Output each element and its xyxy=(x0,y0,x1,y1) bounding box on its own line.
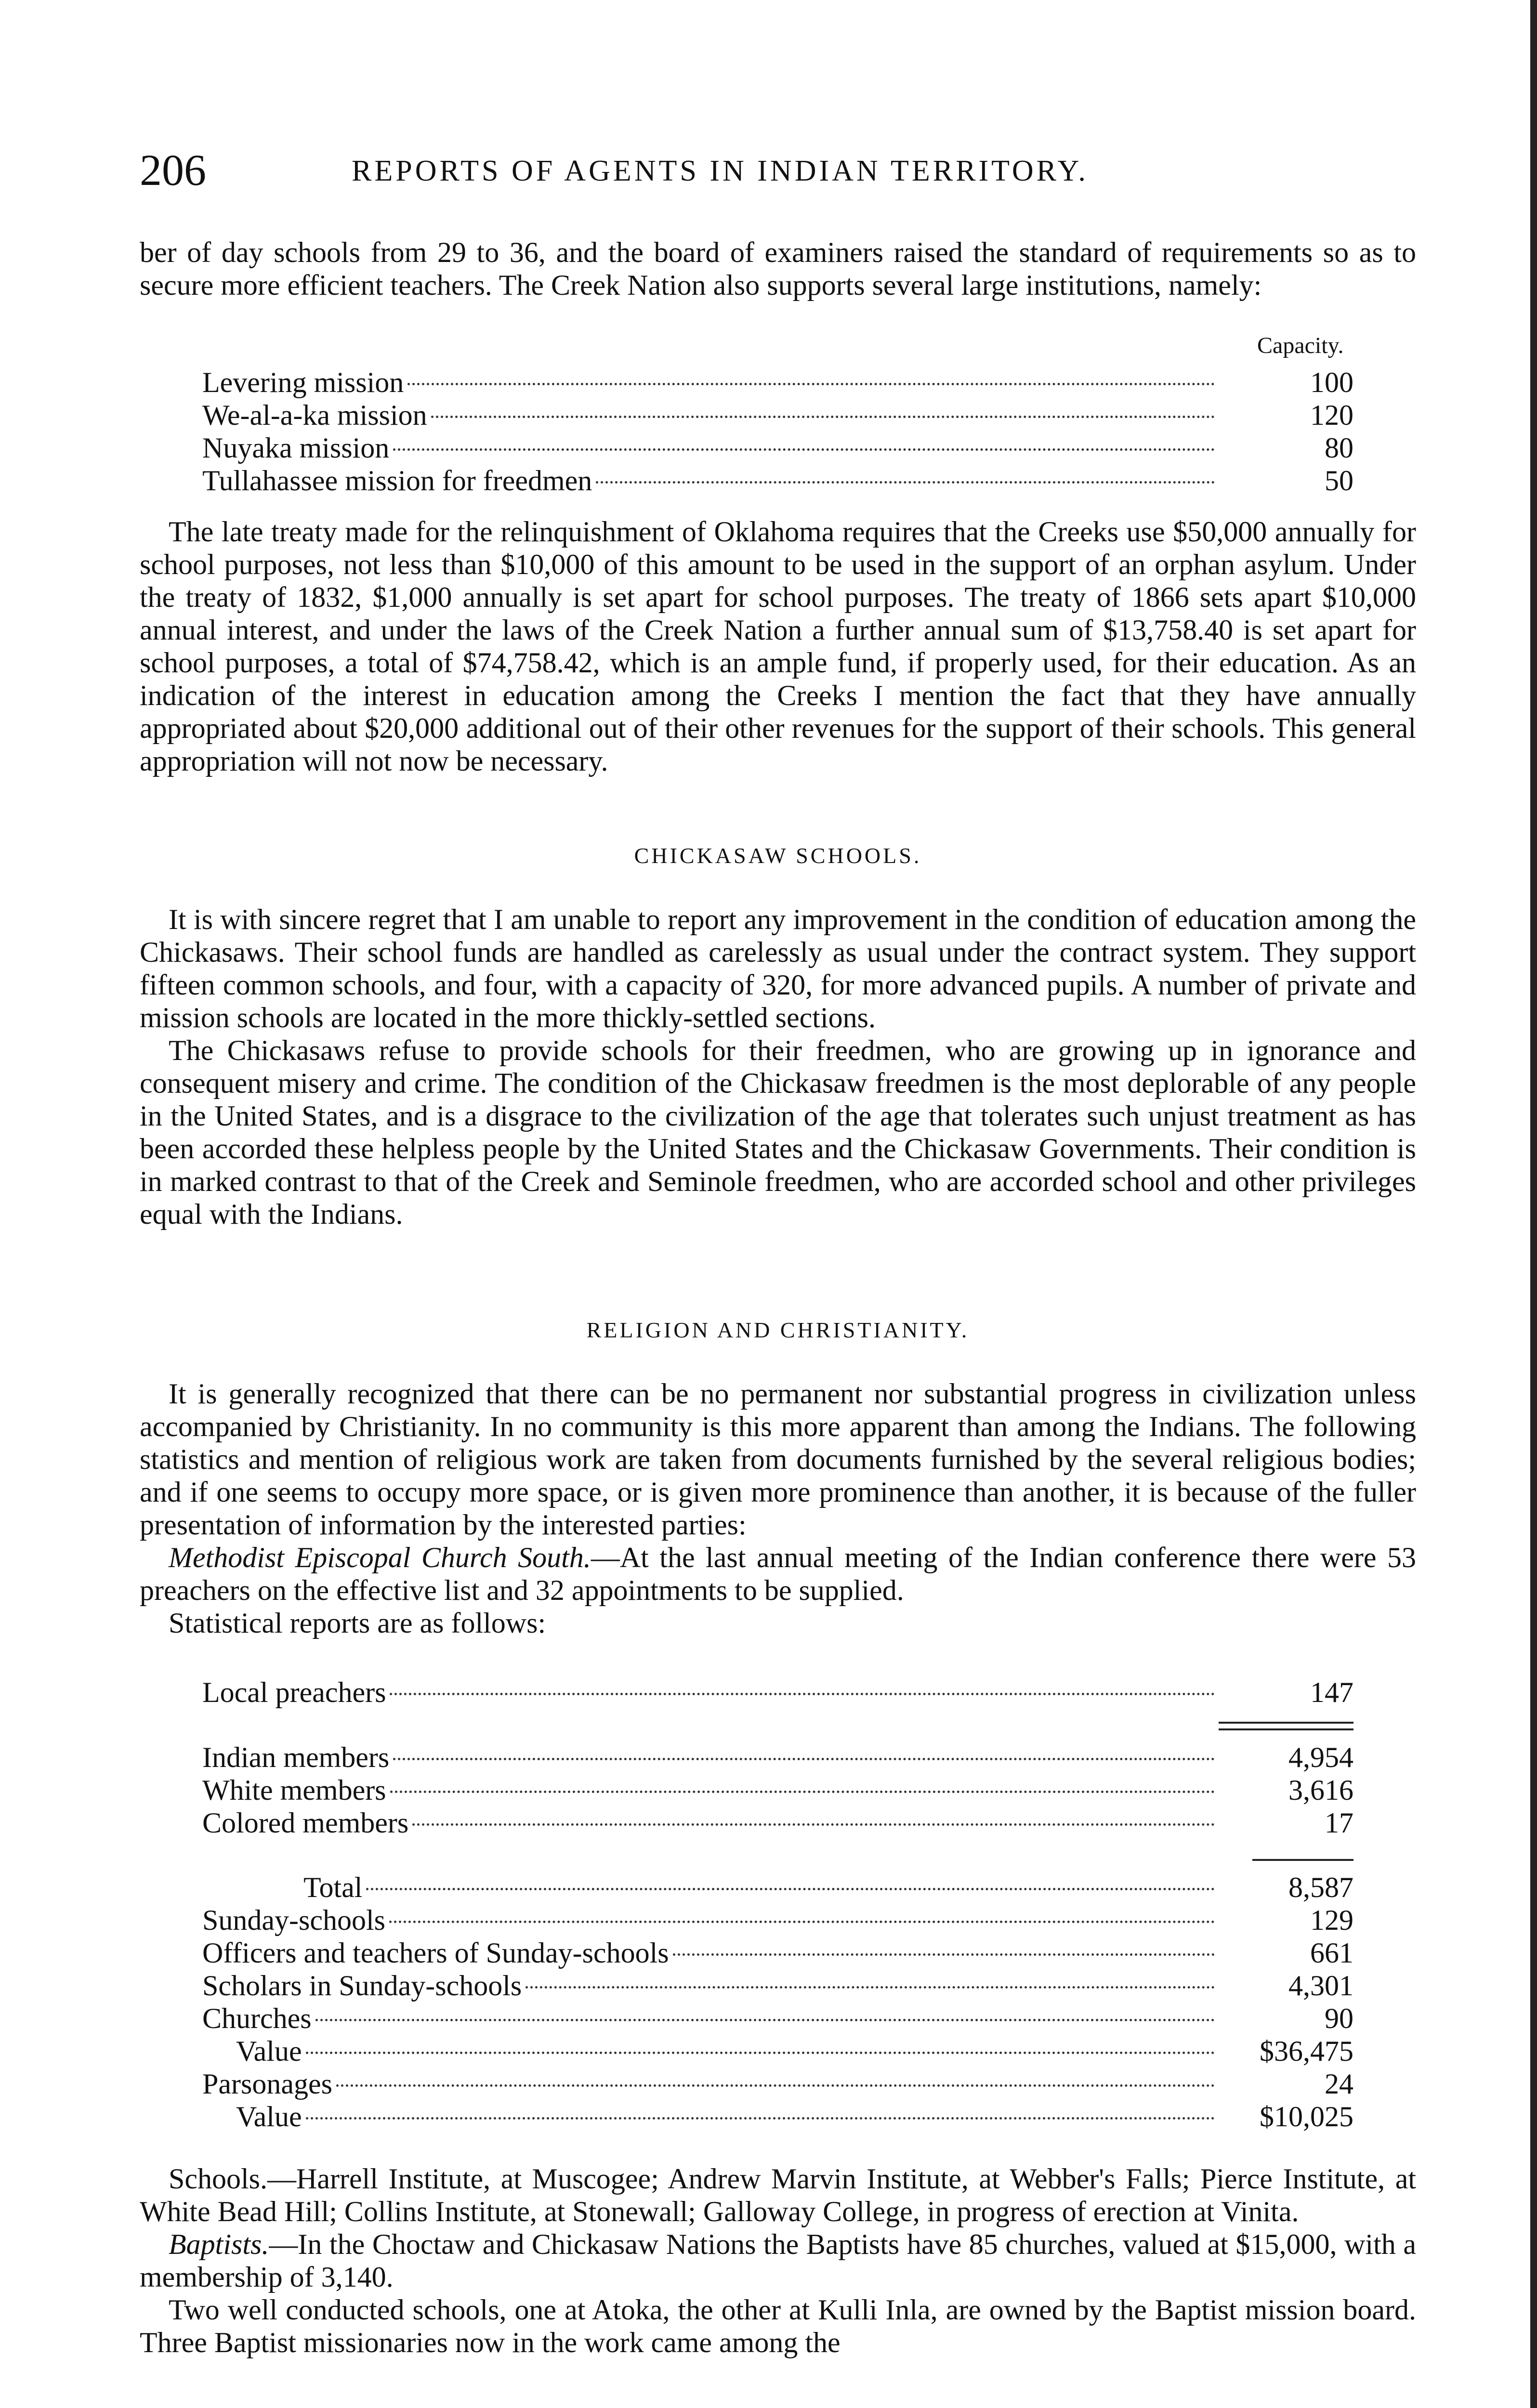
stat-value: 4,301 xyxy=(1288,1970,1353,2002)
methodist-paragraph xyxy=(140,1541,1416,1607)
stat-value: 147 xyxy=(1310,1676,1353,1708)
leader-dots xyxy=(393,1758,1215,1760)
mission-capacity: 100 xyxy=(1310,366,1353,398)
total-label: Total xyxy=(303,1871,363,1903)
stat-label: Officers and teachers of Sunday-schools xyxy=(202,1937,669,1969)
page-edge-right xyxy=(1530,0,1537,2408)
intro-paragraph xyxy=(140,236,1416,301)
leader-dots xyxy=(390,1791,1215,1793)
stat-label: Sunday-schools xyxy=(202,1904,385,1936)
stat-value: $10,025 xyxy=(1260,2101,1353,2133)
page-number: 206 xyxy=(140,145,206,195)
stats-intro: Statistical reports are as follows: xyxy=(169,1607,546,1639)
table-row xyxy=(202,2002,1353,2035)
leader-dots xyxy=(306,2117,1215,2120)
leader-dots xyxy=(366,1888,1215,1890)
mission-name: Levering mission xyxy=(202,366,404,398)
baptists-title: Baptists. xyxy=(169,2228,269,2260)
table-row xyxy=(202,366,1353,399)
stat-label: Local preachers xyxy=(202,1676,386,1708)
chickasaw-paragraph-2: The Chickasaws refuse to provide schools for their freedmen, who are growing up in ignorance and consequent misery and crime. The condition of the Chickasaw freedmen is the most deplorable of any people in the United States, and is a disgrace to the civilization of the age that tolerates such unjust treatment as has been accorded these helpless people by the United States and the Chickasaw Governments. Their condition is in marked contrast to that of the Creek and Seminole freedmen, who are accorded school and other privileges equal with the Indians. xyxy=(140,1034,1416,1230)
stat-label: Colored members xyxy=(202,1807,409,1839)
total-rule xyxy=(1252,1859,1353,1861)
chickasaw-section xyxy=(140,903,1416,1230)
stat-value: $36,475 xyxy=(1260,2035,1353,2067)
table-row xyxy=(202,1806,1353,1839)
total-value: 8,587 xyxy=(1288,1871,1353,1903)
chickasaw-paragraph-1: It is with sincere regret that I am unable to report any improvement in the condition of education among the Chickasaws. Their school funds are handled as carelessly as usual under the contract system. They support fifteen common schools, and four, with a capacity of 320, for more advanced pupils. A number of private and mission schools are located in the more thickly-settled sections. xyxy=(140,903,1416,1034)
leader-dots xyxy=(431,416,1215,418)
stats-rest xyxy=(202,1871,1353,2133)
capacity-column-header: Capacity. xyxy=(1257,333,1344,358)
leader-dots xyxy=(596,481,1215,484)
table-row xyxy=(202,2100,1353,2133)
table-row xyxy=(202,1741,1353,1774)
table-row xyxy=(202,464,1353,497)
chickasaw-heading: CHICKASAW SCHOOLS. xyxy=(634,843,922,868)
stat-label: Value xyxy=(236,2101,302,2133)
treaty-text: The late treaty made for the relinquishment of Oklahoma requires that the Creeks use $50,000 annually for school purposes, not less than $10,000 of this amount to be used in the support of an orphan asylum. Under the treaty of 1832, $1,000 annually is set apart for school purposes. The treaty of 1866 sets apart $10,000 annual interest, and under the laws of the Creek Nation a further annual sum of $13,758.40 is set apart for school purposes, a total of $74,758.42, which is an ample fund, if properly used, for their education. As an indication of the interest in education among the Creeks I mention the fact that they have annually appropriated about $20,000 additional out of their other revenues for the support of their schools. This general appropriation will not now be necessary. xyxy=(140,516,1416,777)
methodist-text: —At the last annual meeting of the Indian conference there were 53 preachers on the effective list and 32 appointments to be supplied. xyxy=(140,1542,1416,1606)
schools-paragraph: Schools.—Harrell Institute, at Muscogee; Andrew Marvin Institute, at Webber's Falls; Pierce Institute, at White Bead Hill; Collins Institute, at Stonewall; Galloway College, in progress of erection at Vinita. xyxy=(140,2163,1416,2227)
mission-capacity: 50 xyxy=(1325,465,1353,497)
leader-dots xyxy=(306,2052,1215,2054)
stat-value: 4,954 xyxy=(1288,1741,1353,1773)
page-header xyxy=(140,144,1373,202)
leader-dots xyxy=(525,1986,1215,1989)
religion-section xyxy=(140,1377,1416,1639)
closing-section xyxy=(140,2162,1416,2359)
table-row xyxy=(202,1904,1353,1937)
table-row xyxy=(202,432,1353,464)
religion-paragraph: It is generally recognized that there can be no permanent nor substantial progress in civilization unless accompanied by Christianity. In no community is this more apparent than among the Indians. The following statistics and mention of religious work are taken from documents furnished by the several religious bodies; and if one seems to occupy more space, or is given more prominence than another, it is because of the fuller presentation of information by the interested parties: xyxy=(140,1378,1416,1541)
stat-value: 24 xyxy=(1325,2068,1353,2100)
baptist-schools-paragraph: Two well conducted schools, one at Atoka, the other at Kulli Inla, are owned by the Baptist mission board. Three Baptist missionaries now in the work came among the xyxy=(140,2294,1416,2358)
leader-dots xyxy=(389,1921,1215,1923)
stat-value: 3,616 xyxy=(1288,1774,1353,1806)
mission-name: Tullahassee mission for freedmen xyxy=(202,465,592,497)
baptists-paragraph xyxy=(140,2228,1416,2293)
religion-heading: RELIGION AND CHRISTIANITY. xyxy=(586,1318,970,1342)
baptists-text: —In the Choctaw and Chickasaw Nations the Baptists have 85 churches, valued at $15,000, with a membership of 3,140. xyxy=(140,2228,1416,2293)
mission-name: Nuyaka mission xyxy=(202,432,390,464)
stat-value: 17 xyxy=(1325,1807,1353,1839)
missions-table xyxy=(202,366,1353,497)
stat-value: 90 xyxy=(1325,2002,1353,2034)
stat-value: 661 xyxy=(1310,1937,1353,1969)
intro-text: ber of day schools from 29 to 36, and the board of examiners raised the standard of requirements so as to secure more efficient teachers. The Creek Nation also supports several large institutions, namely: xyxy=(140,236,1416,301)
mission-capacity: 80 xyxy=(1325,432,1353,464)
double-rule xyxy=(1219,1722,1353,1730)
table-row xyxy=(202,2035,1353,2068)
leader-dots xyxy=(315,2019,1215,2021)
leader-dots xyxy=(407,383,1215,385)
table-row xyxy=(202,1871,1353,1904)
leader-dots xyxy=(412,1823,1215,1826)
leader-dots xyxy=(673,1953,1215,1956)
stat-label: Indian members xyxy=(202,1741,390,1773)
table-row xyxy=(202,2068,1353,2100)
table-row xyxy=(202,1676,1353,1709)
methodist-title: Methodist Episcopal Church South. xyxy=(169,1542,591,1573)
mission-name: We-al-a-ka mission xyxy=(202,399,427,431)
table-row xyxy=(202,399,1353,432)
leader-dots xyxy=(336,2084,1215,2087)
running-title: REPORTS OF AGENTS IN INDIAN TERRITORY. xyxy=(352,155,1089,187)
table-row xyxy=(202,1774,1353,1806)
leader-dots xyxy=(393,448,1215,451)
table-row xyxy=(202,1969,1353,2002)
stat-label: Value xyxy=(236,2035,302,2067)
treaty-paragraph xyxy=(140,515,1416,777)
stat-label: Parsonages xyxy=(202,2068,332,2100)
mission-capacity: 120 xyxy=(1310,399,1353,431)
stat-label: Churches xyxy=(202,2002,312,2034)
stat-label: White members xyxy=(202,1774,386,1806)
stat-label: Scholars in Sunday-schools xyxy=(202,1970,522,2002)
stats-members xyxy=(202,1741,1353,1839)
stat-value: 129 xyxy=(1310,1904,1353,1936)
stats-local-preachers xyxy=(202,1676,1353,1709)
table-row xyxy=(202,1937,1353,1969)
leader-dots xyxy=(390,1693,1215,1695)
